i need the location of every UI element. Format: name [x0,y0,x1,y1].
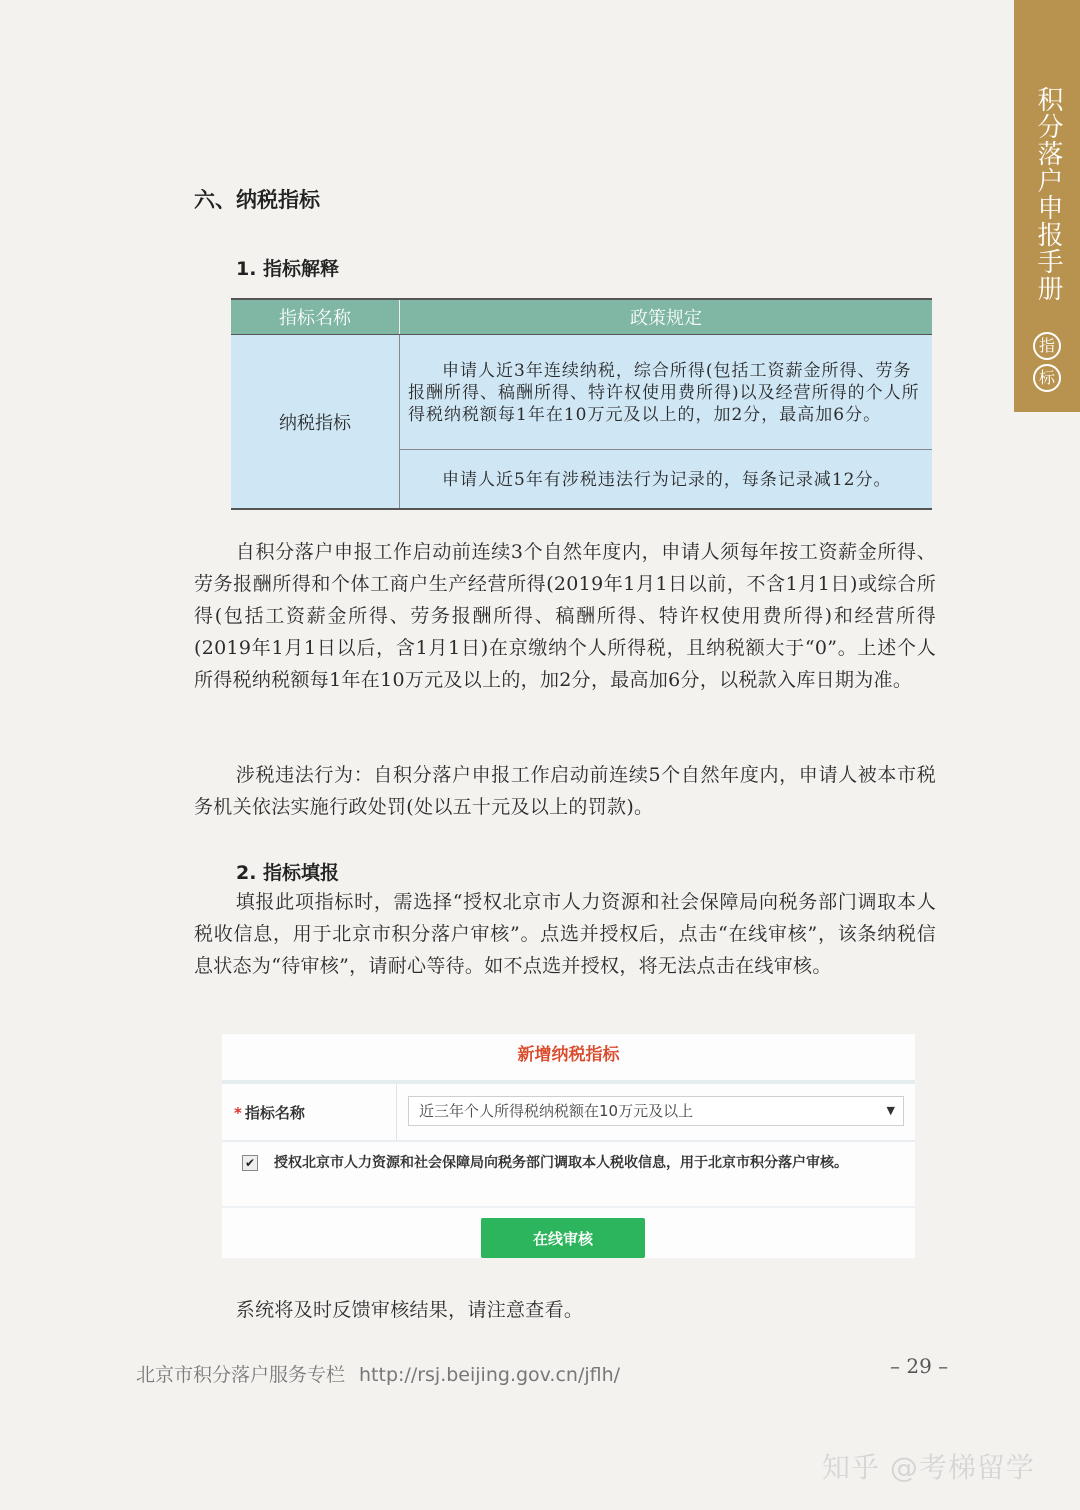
page-number: – 29 – [890,1354,949,1378]
indicator-select[interactable] [408,1096,904,1126]
paragraph-income-tax: 自积分落户申报工作启动前连续3个自然年度内，申请人须每年按工资薪金所得、劳务报酬所得和个体工商户生产经营所得(2019年1月1日以前，不含1月1日)或综合所得(包括工资薪金所得、劳务报酬所得、稿酬所得、特许权使用费所得)和经营所得(2019年1月1日以后，含1月1日)在京缴纳个人所得税，且纳税额大于“0”。上述个人所得税纳税额每1年在10万元及以上的，加2分，最高加6分，以税款入库日期为准。 [194,541,936,691]
form-title: 新增纳税指标 [517,1045,620,1065]
paragraph-feedback: 系统将及时反馈审核结果，请注意查看。 [235,1299,584,1321]
header-policy: 政策规定 [400,299,933,335]
field-label-text: 指标名称 [244,1104,305,1122]
required-mark: * [234,1104,242,1122]
watermark: 知乎 @考梯留学 [822,1451,1035,1484]
footer [136,1360,620,1387]
online-review-button[interactable]: 在线审核 [481,1218,645,1258]
divider [222,1080,915,1084]
field-label [234,1102,305,1123]
divider [222,1140,915,1142]
side-tab-title: 积分落户申报手册 [1033,86,1063,302]
table-row [231,335,932,450]
consent-checkbox[interactable]: ✔ [242,1155,258,1171]
subsection-title-2: 2. 指标填报 [236,862,340,884]
indicator-name-cell: 纳税指标 [231,335,400,510]
paragraph-fill-instructions: 填报此项指标时，需选择“授权北京市人力资源和社会保障局向税务部门调取本人税收信息，用于北京市积分落户审核”。点选并授权后，点击“在线审核”，该条纳税信息状态为“待审核”，请耐心等待。如不点选并授权，将无法点击在线审核。 [194,891,936,977]
consent-text: 授权北京市人力资源和社会保障局向税务部门调取本人税收信息，用于北京市积分落户审核。 [274,1155,848,1171]
paragraph-violations: 涉税违法行为：自积分落户申报工作启动前连续5个自然年度内，申请人被本市税务机关依法实施行政处罚(处以五十元及以上的罚款)。 [194,764,936,818]
footer-column-name: 北京市积分落户服务专栏 [136,1364,346,1386]
section-title: 六、纳税指标 [194,188,320,212]
side-badge-biao: 标 [1033,364,1061,392]
header-indicator-name: 指标名称 [231,299,400,335]
side-tab [1014,0,1080,412]
divider [222,1206,915,1208]
policy-rule-1: 申请人近3年连续纳税，综合所得(包括工资薪金所得、劳务报酬所得、稿酬所得、特许权使用费所得)以及经营所得的个人所得税纳税额每1年在10万元及以上的，加2分，最高加6分。 [400,335,933,450]
indicator-select-value: 近三年个人所得税纳税额在10万元及以上 [419,1102,694,1120]
policy-table-header [231,299,932,335]
divider [396,1084,397,1140]
policy-rule-2: 申请人近5年有涉税违法行为记录的，每条记录减12分。 [400,450,933,510]
footer-url: http://rsj.beijing.gov.cn/jflh/ [359,1364,621,1386]
policy-table [231,298,932,510]
side-badge-zhi: 指 [1033,332,1061,360]
chevron-down-icon: ▼ [886,1104,895,1117]
subsection-title-1: 1. 指标解释 [236,258,340,280]
tax-indicator-form [222,1034,915,1258]
